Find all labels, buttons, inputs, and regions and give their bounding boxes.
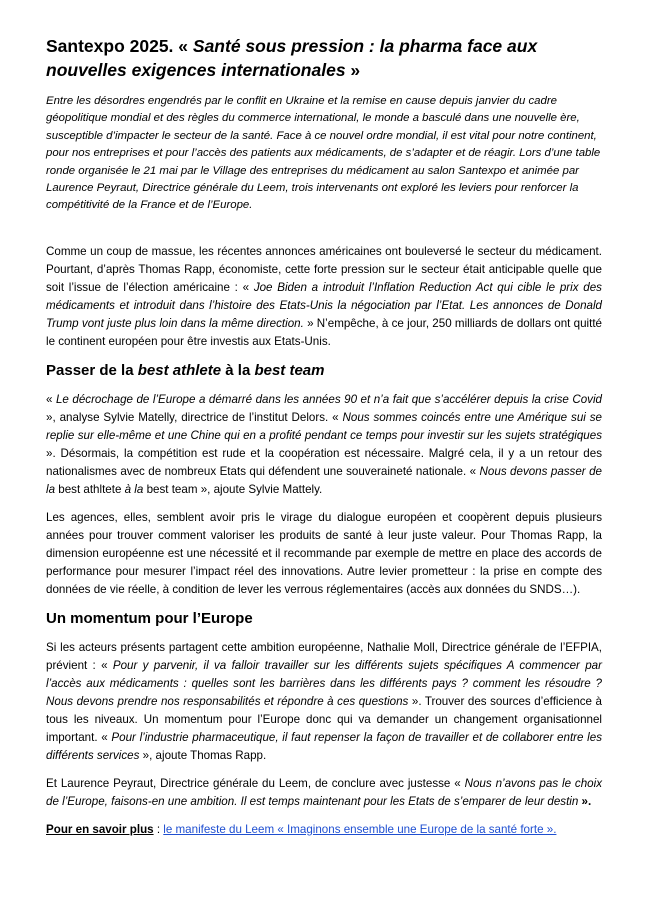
p2-text: « <box>46 392 56 406</box>
manifesto-link[interactable]: le manifeste du Leem « Imaginons ensemble une Europe de la santé forte ». <box>163 822 557 836</box>
p2-quote: Nous devons passer de la <box>46 464 602 496</box>
paragraph-1 <box>46 243 602 351</box>
learn-more-separator: : <box>153 822 164 836</box>
p2-text-end: best team », ajoute Sylvie Mattely. <box>143 482 323 496</box>
p2-quote: Le décrochage de l’Europe a démarré dans les années 90 et n’a fait que s’accélérer depuis la crise Covid <box>55 392 602 406</box>
p5-text: Et Laurence Peyraut, Directrice générale du Leem, de conclure avec justesse « <box>46 776 465 790</box>
heading-part: Passer de la <box>46 361 138 379</box>
title-suffix: » <box>345 60 361 80</box>
p4-quote: Pour l’industrie pharmaceutique, il faut repenser la façon de travailler et de collaborer entre les différents services <box>46 730 602 762</box>
paragraph-2 <box>46 391 602 499</box>
heading-part-italic: best athlete <box>137 361 222 379</box>
title-italic: Santé sous pression : la pharma face aux nouvelles exigences internationales <box>46 36 538 80</box>
article-intro: Entre les désordres engendrés par le conflit en Ukraine et la remise en cause depuis janvier du cadre géopolitique mondial et des règles du commerce international, le monde a basculé dans une nouvelle ère, susceptible d’impacter le secteur de la santé. Face à ce nouvel ordre mondial, il est vital pour notre continent, pour nos entreprises et pour l’accès des patients aux médicaments, de s’adapter et de réagir. Lors d’une table ronde organisée le 21 mai par le Village des entreprises du médicament au salon Santexpo et animée par Laurence Peyraut, Directrice générale du Leem, trois intervenants ont exploré les leviers pour renforcer la compétitivité de la France et de l’Europe. <box>46 95 601 212</box>
p2-text: best athltete <box>55 482 125 496</box>
p4-quote: Pour y parvenir, il va falloir travailler sur les différents sujets spécifiques A commencer par l’accès aux médicaments : quelles sont les barrières dans les différents pays ? comment les résoudre ? Nous devons prendre nos responsabilités et répondre à ces questions <box>46 658 602 708</box>
p1-quote: Joe Biden a introduit l’Inflation Reduction Act qui cible le prix des médicaments et introduit dans l’histoire des Etats-Unis la négociation par l’Etat. Les annonces de Donald Trump vont juste plus loin dans la même direction. <box>46 280 602 330</box>
paragraph-4 <box>46 639 602 765</box>
paragraph-3: Les agences, elles, semblent avoir pris le virage du dialogue européen et coopèrent depuis plusieurs années pour trouver comment valoriser les produits de santé à leur juste valeur. Pour Thomas Rapp, la dimension européenne est une nécessité et il recommande par exemple de mettre en place des accords de performance pour mesurer l’impact réel des innovations. Autre levier prometteur : la prise en compte des données de vie réelle, à condition de lever les verrous réglementaires (accès aux données du SNDS…). <box>46 510 602 596</box>
p1-text: Comme un coup de massue, les récentes annonces américaines ont bouleversé le secteur du médicament. Pourtant, d’après Thomas Rapp, économiste, cette forte pression sur le secteur était anticipable quelle que soit l’issue de l’élection américaine : « <box>46 244 602 294</box>
heading-part-italic: best team <box>254 361 325 379</box>
section-heading-momentum: Un momentum pour l’Europe <box>46 609 253 627</box>
heading-part: à la <box>221 361 255 379</box>
paragraph-5 <box>46 775 602 811</box>
article-title <box>46 34 602 82</box>
p5-quote: Nous n’avons pas le choix de l’Europe, faisons-en une ambition. Il est temps maintenant pour les Etats de s’emparer de leur destin <box>46 776 602 808</box>
title-prefix: Santexpo 2025. « <box>46 36 193 56</box>
p5-text-end: ». <box>578 794 592 808</box>
section-heading-best-team <box>46 361 602 381</box>
p2-text: ». Désormais, la compétition est rude et la coopération est nécessaire. Malgré cela, il y a un retour des nationalismes avec de nombreux Etats qui défendent une souveraineté nationale. « <box>46 446 602 478</box>
p2-quote: à la <box>124 482 144 496</box>
p4-text: Si les acteurs présents partagent cette ambition européenne, Nathalie Moll, Directrice générale de l’EFPIA, prévient : « <box>46 640 602 672</box>
p2-text: », analyse Sylvie Matelly, directrice de l’institut Delors. « <box>46 410 343 424</box>
p4-text: ». Trouver des sources d’efficience à tous les niveaux. Un momentum pour l’Europe donc qui va demander un changement organisationnel important. « <box>46 694 602 744</box>
learn-more <box>46 821 602 839</box>
learn-more-label: Pour en savoir plus <box>46 822 154 836</box>
p4-text-end: », ajoute Thomas Rapp. <box>139 748 267 762</box>
p2-quote: Nous sommes coincés entre une Amérique sui se replie sur elle-même et une Chine qui en a profité pendant ce temps pour investir sur les sujets stratégiques <box>46 410 602 442</box>
p1-text-end: » N’empêche, à ce jour, 250 milliards de dollars ont quitté le continent européen pour être investis aux Etats-Unis. <box>46 316 602 348</box>
article <box>46 34 602 839</box>
